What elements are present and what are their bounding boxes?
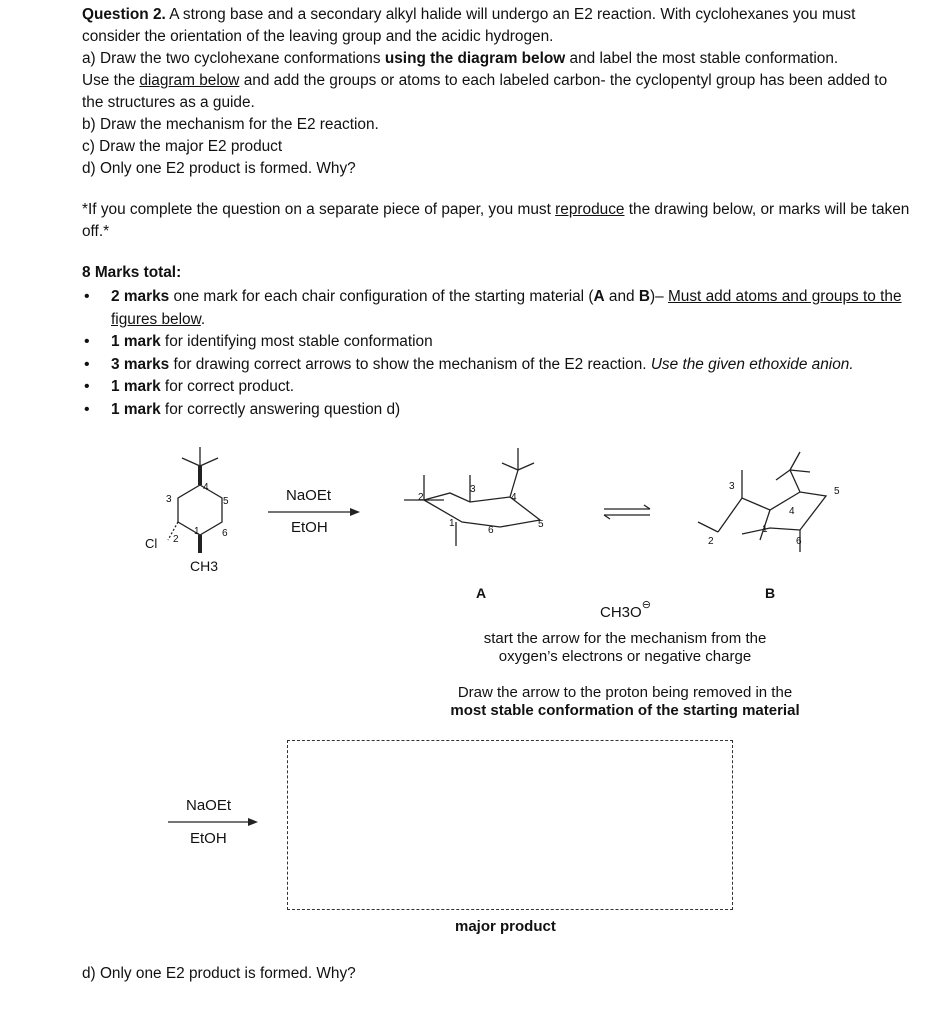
paper-note: *If you complete the question on a separate piece of paper, you must reproduce the drawing below, or marks will be taken off.* (82, 201, 910, 240)
chair-b-number-2: 2 (708, 536, 714, 547)
ring-number-5: 5 (223, 496, 229, 507)
methyl-label: CH3 (190, 558, 219, 574)
major-product-label: major product (455, 918, 556, 935)
chair-a-number-2: 2 (418, 492, 424, 503)
marks-title: 8 Marks total: (82, 264, 182, 281)
product-answer-box[interactable] (287, 740, 733, 910)
label-b: B (765, 585, 776, 601)
base-instruction: start the arrow for the mechanism from the oxygen’s electrons or negative charge (483, 630, 767, 665)
chair-b-number-3: 3 (729, 481, 735, 492)
ring-number-2: 2 (173, 534, 179, 545)
list-item: • 3 marks for drawing correct arrows to show the mechanism of the E2 reaction. Use the given ethoxide anion. (82, 354, 912, 377)
ethoxide-label: CH3O⊖ (600, 599, 651, 621)
reaction-arrow-2 (168, 818, 258, 826)
chair-a (404, 448, 540, 546)
chair-a-number-3: 3 (470, 484, 476, 495)
list-item: • 1 mark for correctly answering question d) (82, 399, 912, 422)
chair-a-number-5: 5 (538, 519, 544, 530)
equilibrium-arrows (604, 505, 650, 519)
chair-a-number-6: 6 (488, 525, 494, 536)
part-a: a) Draw the two cyclohexane conformations using the diagram below and label the most stable conformation. (82, 50, 839, 67)
chair-b-number-1: 1 (762, 524, 768, 535)
solvent2-etoh: EtOH (190, 830, 227, 847)
part-a-detail: Use the diagram below and add the groups or atoms to each labeled carbon- the cyclopentyl group has been added to the structures as a guide. (82, 72, 888, 111)
final-question: d) Only one E2 product is formed. Why? (82, 965, 356, 982)
reagent2-naoet: NaOEt (186, 797, 232, 814)
question-intro: Question 2. A strong base and a secondary alkyl halide will undergo an E2 reaction. With cyclohexanes you must consider the orientation of the leaving group and the acidic hydrogen. (82, 6, 856, 45)
label-a: A (476, 585, 487, 601)
ring-number-1: 1 (194, 526, 200, 537)
chair-b (698, 452, 826, 552)
chair-b-number-4: 4 (789, 506, 795, 517)
chair-b-number-6: 6 (796, 536, 802, 547)
part-d: d) Only one E2 product is formed. Why? (82, 160, 356, 177)
part-b: b) Draw the mechanism for the E2 reaction. (82, 116, 379, 133)
chair-a-number-4: 4 (511, 492, 517, 503)
list-item: • 1 mark for correct product. (82, 376, 912, 399)
reaction-arrow-1 (268, 508, 360, 516)
ring-number-4: 4 (203, 482, 209, 493)
part-c: c) Draw the major E2 product (82, 138, 283, 155)
ring-number-6: 6 (222, 528, 228, 539)
reagent-naoet: NaOEt (286, 487, 332, 504)
chair-b-number-5: 5 (834, 486, 840, 497)
arrow-instruction: Draw the arrow to the proton being removed in the most stable conformation of the starting material (450, 684, 800, 719)
ring-number-3: 3 (166, 494, 172, 505)
list-item: • 1 mark for identifying most stable conformation (82, 331, 912, 354)
chair-a-number-1: 1 (449, 518, 455, 529)
solvent-etoh: EtOH (291, 519, 328, 536)
list-item: • 2 marks one mark for each chair configuration of the starting material (A and B)– Must add atoms and groups to the figures below. (82, 286, 912, 331)
chloride-label: Cl (145, 536, 158, 551)
